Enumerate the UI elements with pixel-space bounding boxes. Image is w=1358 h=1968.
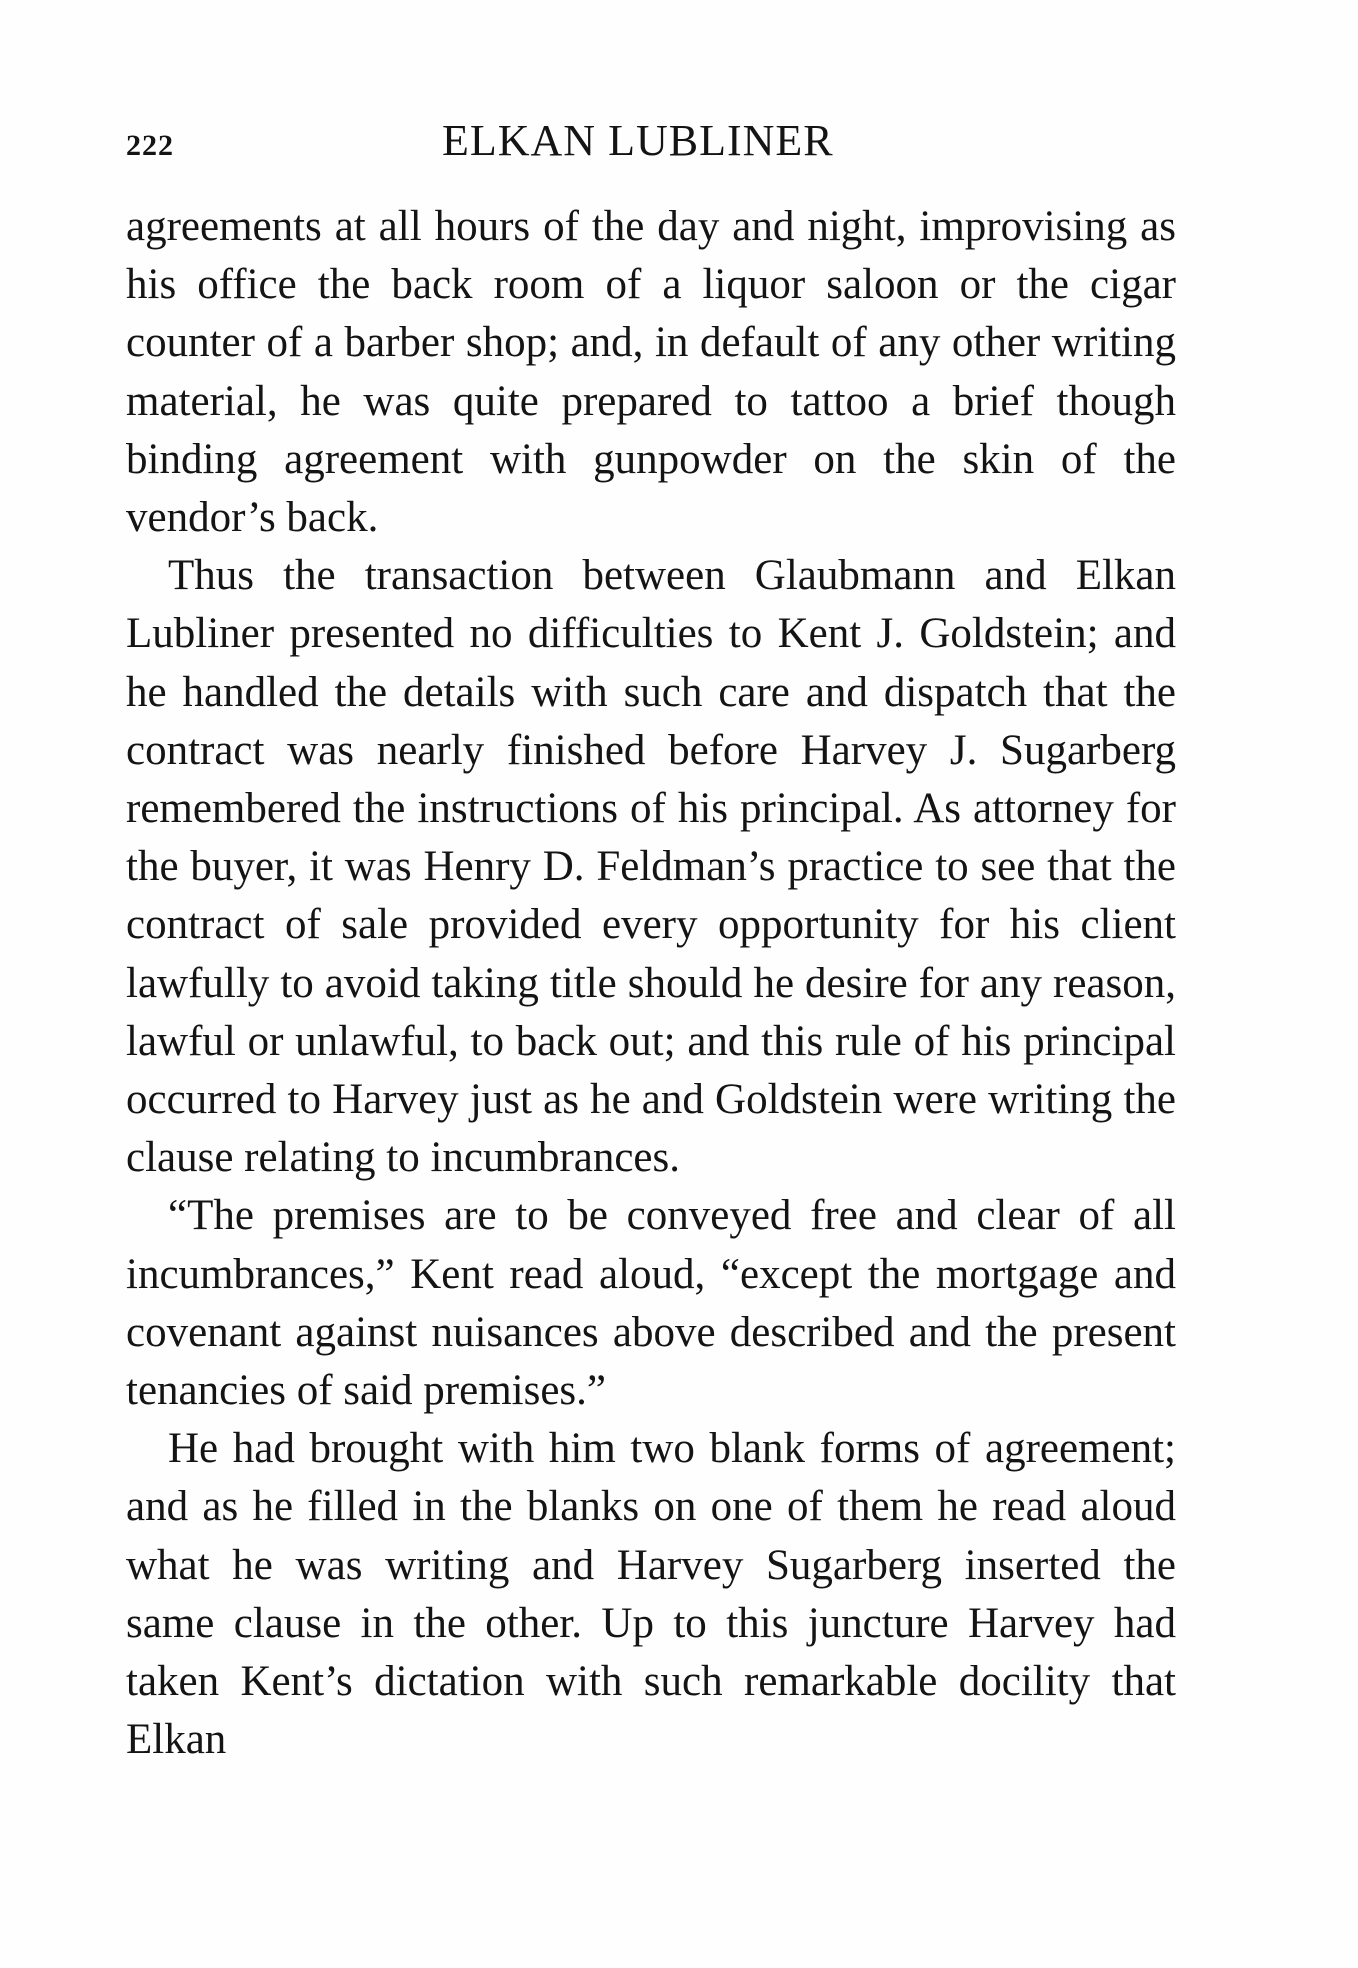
running-head: ELKAN LUBLINER [442,116,834,165]
paragraph-transaction: Thus the transaction between Glaubmann and Elkan Lubliner presented no difficulties to Kent J. Goldstein; and he handled the details with such care and dispatch that the contract was nearly finished before Harvey J. Sugarberg remembered the instructions of his principal. As attorney for the buyer, it was Henry D. Feldman’s practice to see that the contract of sale provided every opportunity for his client lawfully to avoid taking title should he desire for any reason, lawful or unlawful, to back out; and this rule of his principal occurred to Harvey just as he and Goldstein were writing the clause relating to incumbrances. [126,552,1176,1182]
paragraph-quote: “The premises are to be conveyed free and clear of all incumbrances,” Kent read aloud, “except the mortgage and covenant against nuisances above described and the present tenancies of said premises.” [126,1192,1176,1415]
paragraph-continuation: agreements at all hours of the day and night, improvising as his office the back room of a liquor saloon or the cigar counter of a barber shop; and, in default of any other writing material, he was quite prepared to tattoo a brief though binding agreement with gunpowder on the skin of the vendor’s back. [126,203,1176,542]
paragraph-blank-forms: He had brought with him two blank forms of agreement; and as he filled in the blanks on one of them he read aloud what he was writing and Harvey Sugarberg inserted the same clause in the other. Up to this juncture Harvey had taken Kent’s dictation with such remarkable docility that Elkan [126,1425,1176,1764]
page-number: 222 [126,129,174,162]
page-header [126,115,1176,175]
body-text [126,198,1176,1769]
